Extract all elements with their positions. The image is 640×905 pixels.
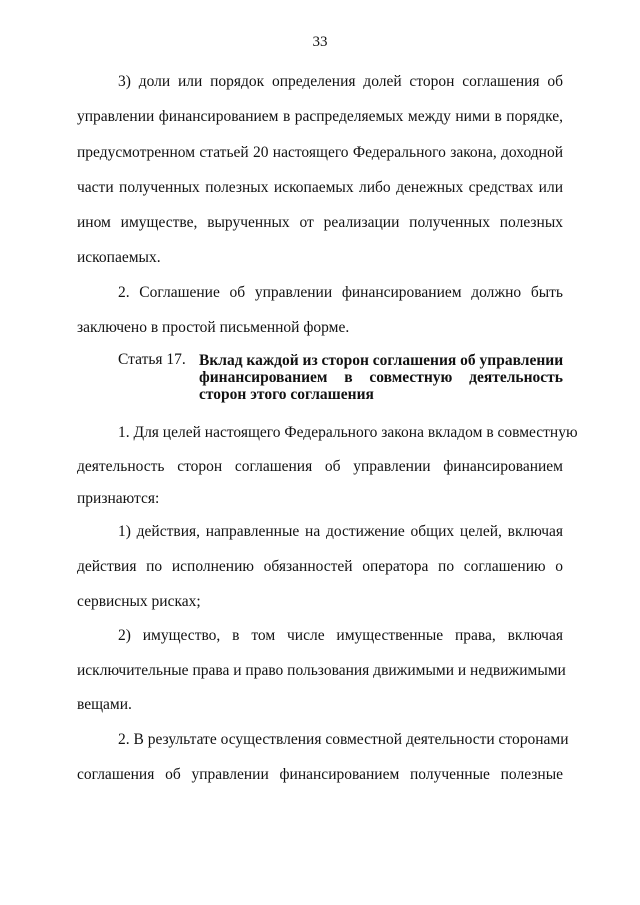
paragraph-line: 3) доли или порядок определения долей сторон соглашения об xyxy=(118,73,563,90)
paragraph-line: предусмотренном статьей 20 настоящего Федерального закона, доходной xyxy=(77,144,563,161)
paragraph-line: части полученных полезных ископаемых либо денежных средствах или xyxy=(77,179,563,196)
paragraph-line: 2. Соглашение об управлении финансированием должно быть xyxy=(118,284,563,301)
article-title-line: сторон этого соглашения xyxy=(199,386,374,403)
list-item-line: 2) имущество, в том числе имущественные права, включая xyxy=(118,627,563,644)
paragraph-line: заключено в простой письменной форме. xyxy=(77,319,350,336)
paragraph-line: 1. Для целей настоящего Федерального закона вкладом в совместную xyxy=(118,424,578,441)
list-item-line: вещами. xyxy=(77,696,132,713)
list-item-line: 1) действия, направленные на достижение общих целей, включая xyxy=(118,523,563,540)
paragraph-line: признаются: xyxy=(77,490,160,507)
article-title-line: финансированием в совместную деятельность xyxy=(199,369,563,386)
article-title-line: Вклад каждой из сторон соглашения об управлении xyxy=(199,352,564,369)
paragraph-line: деятельность сторон соглашения об управлении финансированием xyxy=(77,458,563,475)
paragraph-line: 2. В результате осуществления совместной деятельности сторонами xyxy=(118,731,569,748)
list-item-line: действия по исполнению обязанностей оператора по соглашению о xyxy=(77,558,563,575)
list-item-line: сервисных рисках; xyxy=(77,593,201,610)
article-label: Статья 17. xyxy=(118,351,186,368)
paragraph-line: ископаемых. xyxy=(77,249,161,266)
paragraph-line: управлении финансированием в распределяемых между ними в порядке, xyxy=(77,108,563,125)
page-number: 33 xyxy=(312,34,328,50)
list-item-line: исключительные права и право пользования движимыми и недвижимыми xyxy=(77,662,566,679)
paragraph-line: ином имуществе, вырученных от реализации полученных полезных xyxy=(77,214,563,231)
paragraph-line: соглашения об управлении финансированием полученные полезные xyxy=(77,766,563,783)
